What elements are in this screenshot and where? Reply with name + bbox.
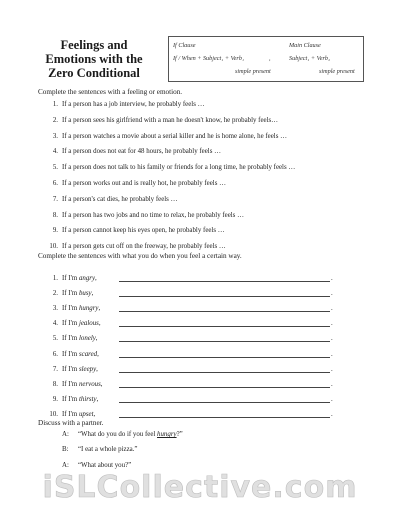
fill-in-item <box>48 388 333 403</box>
answer-blank[interactable] <box>119 274 330 282</box>
question-text: If a person does not eat for 48 hours, he probably feels … <box>62 148 222 156</box>
item-number: 9. <box>52 395 58 403</box>
site-watermark: iSLCollective.com <box>42 470 358 505</box>
prompt-prefix: If I'm <box>62 410 78 418</box>
clause-comma: , <box>269 55 271 62</box>
item-number: 4. <box>52 148 58 156</box>
question-item <box>48 133 295 149</box>
fill-in-item <box>48 403 333 418</box>
question-text: If a person has two jobs and no time to relax, he probably feels … <box>62 211 244 219</box>
emotion-word: hungry <box>78 305 99 313</box>
fill-in-prompt: If I'm nervous, <box>62 380 103 388</box>
grammar-rule-box <box>168 36 364 82</box>
item-number: 2. <box>52 116 58 124</box>
sentence-period: . <box>331 350 333 358</box>
sentence-period: . <box>331 305 333 313</box>
answer-blank[interactable] <box>119 395 330 403</box>
question-text: If a person works out and is really hot, he probably feels … <box>62 179 226 187</box>
answer-blank[interactable] <box>119 365 330 373</box>
fill-in-prompt: If I'm angry, <box>62 275 97 283</box>
emphasized-word: hungry <box>157 431 177 438</box>
question-text: If a person watches a movie about a serial killer and he is home alone, he feels … <box>62 132 288 140</box>
answer-blank[interactable] <box>119 319 330 327</box>
fill-in-prompt: If I'm lonely, <box>62 335 98 343</box>
dialog-line <box>62 446 138 453</box>
emotion-word: scared <box>78 350 98 358</box>
fill-in-item <box>48 358 333 373</box>
question-item <box>48 164 295 180</box>
fill-in-item <box>48 282 333 297</box>
prompt-prefix: If I'm <box>62 350 78 358</box>
fill-in-item <box>48 373 333 388</box>
answer-blank[interactable] <box>119 350 330 358</box>
sentence-period: . <box>331 275 333 283</box>
if-clause-heading: If Clause <box>173 42 196 49</box>
question-item <box>48 212 295 228</box>
sentence-period: . <box>331 395 333 403</box>
prompt-prefix: If I'm <box>62 365 78 373</box>
main-clause-heading: Main Clause <box>289 42 321 49</box>
sentence-period: . <box>331 290 333 298</box>
emotion-word: nervous <box>78 380 101 388</box>
prompt-prefix: If I'm <box>62 380 78 388</box>
question-text: If a person's cat dies, he probably feels … <box>62 195 178 203</box>
fill-in-item <box>48 267 333 282</box>
item-number: 9. <box>52 227 58 235</box>
answer-blank[interactable] <box>119 334 330 342</box>
dialog-text-end: ?” <box>176 431 183 438</box>
item-number: 5. <box>52 164 58 172</box>
item-number: 7. <box>52 195 58 203</box>
main-clause-structure: Subject₁ + Verb₂ <box>289 55 331 62</box>
dialog-text: “What about you?” <box>78 462 132 469</box>
item-number: 10. <box>49 410 58 418</box>
fill-in-item <box>48 342 333 357</box>
question-item <box>48 227 295 243</box>
item-number: 3. <box>52 305 58 313</box>
prompt-prefix: If I'm <box>62 290 78 298</box>
fill-in-prompt: If I'm busy, <box>62 290 94 298</box>
sentence-period: . <box>331 320 333 328</box>
answer-blank[interactable] <box>119 304 330 312</box>
prompt-prefix: If I'm <box>62 320 78 328</box>
fill-in-item <box>48 312 333 327</box>
answer-blank[interactable] <box>119 380 330 388</box>
section3-instruction: Discuss with a partner. <box>38 419 104 427</box>
fill-in-prompt: If I'm thirsty, <box>62 395 99 403</box>
fill-in-item <box>48 327 333 342</box>
dialog-line <box>62 431 183 438</box>
section2-instruction: Complete the sentences with what you do when you feel a certain way. <box>38 252 242 260</box>
if-clause-structure: If / When + Subject₁ + Verb₁ <box>173 55 245 62</box>
feelings-question-list <box>48 101 295 259</box>
fill-in-prompt: If I'm jealous, <box>62 320 101 328</box>
question-item <box>48 148 295 164</box>
question-text: If a person sees his girlfriend with a man he doesn't know, he probably feels… <box>62 116 279 124</box>
section1-instruction: Complete the sentences with a feeling or emotion. <box>38 88 183 96</box>
item-number: 6. <box>52 350 58 358</box>
dialog-line <box>62 462 131 469</box>
item-number: 8. <box>52 211 58 219</box>
sentence-period: . <box>331 410 333 418</box>
prompt-prefix: If I'm <box>62 395 78 403</box>
emotion-word: thirsty <box>78 395 97 403</box>
item-number: 7. <box>52 365 58 373</box>
item-number: 2. <box>52 290 58 298</box>
prompt-prefix: If I'm <box>62 335 78 343</box>
item-number: 1. <box>52 275 58 283</box>
dialog-text: “What do you do if you feel <box>78 431 158 438</box>
sentence-period: . <box>331 365 333 373</box>
item-number: 4. <box>52 320 58 328</box>
question-text: If a person does not talk to his family or friends for a long time, he probably feels … <box>62 164 296 172</box>
question-item <box>48 117 295 133</box>
speaker-label: A: <box>62 431 69 438</box>
item-number: 3. <box>52 132 58 140</box>
sentence-period: . <box>331 380 333 388</box>
main-clause-tense: simple present <box>319 68 355 75</box>
emotion-word: jealous <box>78 320 99 328</box>
fill-in-list <box>48 267 333 418</box>
prompt-prefix: If I'm <box>62 305 78 313</box>
prompt-prefix: If I'm <box>62 275 78 283</box>
emotion-word: lonely <box>78 335 96 343</box>
question-text: If a person has a job interview, he probably feels … <box>62 101 205 108</box>
fill-in-item <box>48 297 333 312</box>
question-text: If a person cannot keep his eyes open, he probably feels … <box>62 227 225 235</box>
sentence-period: . <box>331 335 333 343</box>
question-item <box>48 101 295 117</box>
speaker-label: A: <box>62 462 69 469</box>
question-item <box>48 180 295 196</box>
emotion-word: angry <box>78 275 96 283</box>
item-number: 6. <box>52 179 58 187</box>
item-number: 10. <box>49 243 58 251</box>
speaker-label: B: <box>62 446 69 453</box>
question-item <box>48 196 295 212</box>
answer-blank[interactable] <box>119 410 330 418</box>
fill-in-prompt: If I'm scared, <box>62 350 99 358</box>
emotion-word: upset <box>78 410 94 418</box>
dialog-text: “I eat a whole pizza.” <box>78 446 138 453</box>
fill-in-prompt: If I'm upset, <box>62 410 96 418</box>
item-number: 8. <box>52 380 58 388</box>
question-text: If a person gets cut off on the freeway, he probably feels … <box>62 243 226 251</box>
fill-in-prompt: If I'm sleepy, <box>62 365 98 373</box>
if-clause-tense: simple present <box>235 68 271 75</box>
item-number: 1. <box>52 101 58 108</box>
emotion-word: busy <box>78 290 92 298</box>
worksheet-title: Feelings and Emotions with the Zero Conditional <box>45 38 143 80</box>
fill-in-prompt: If I'm hungry, <box>62 305 101 313</box>
answer-blank[interactable] <box>119 289 330 297</box>
item-number: 5. <box>52 335 58 343</box>
emotion-word: sleepy <box>78 365 97 373</box>
